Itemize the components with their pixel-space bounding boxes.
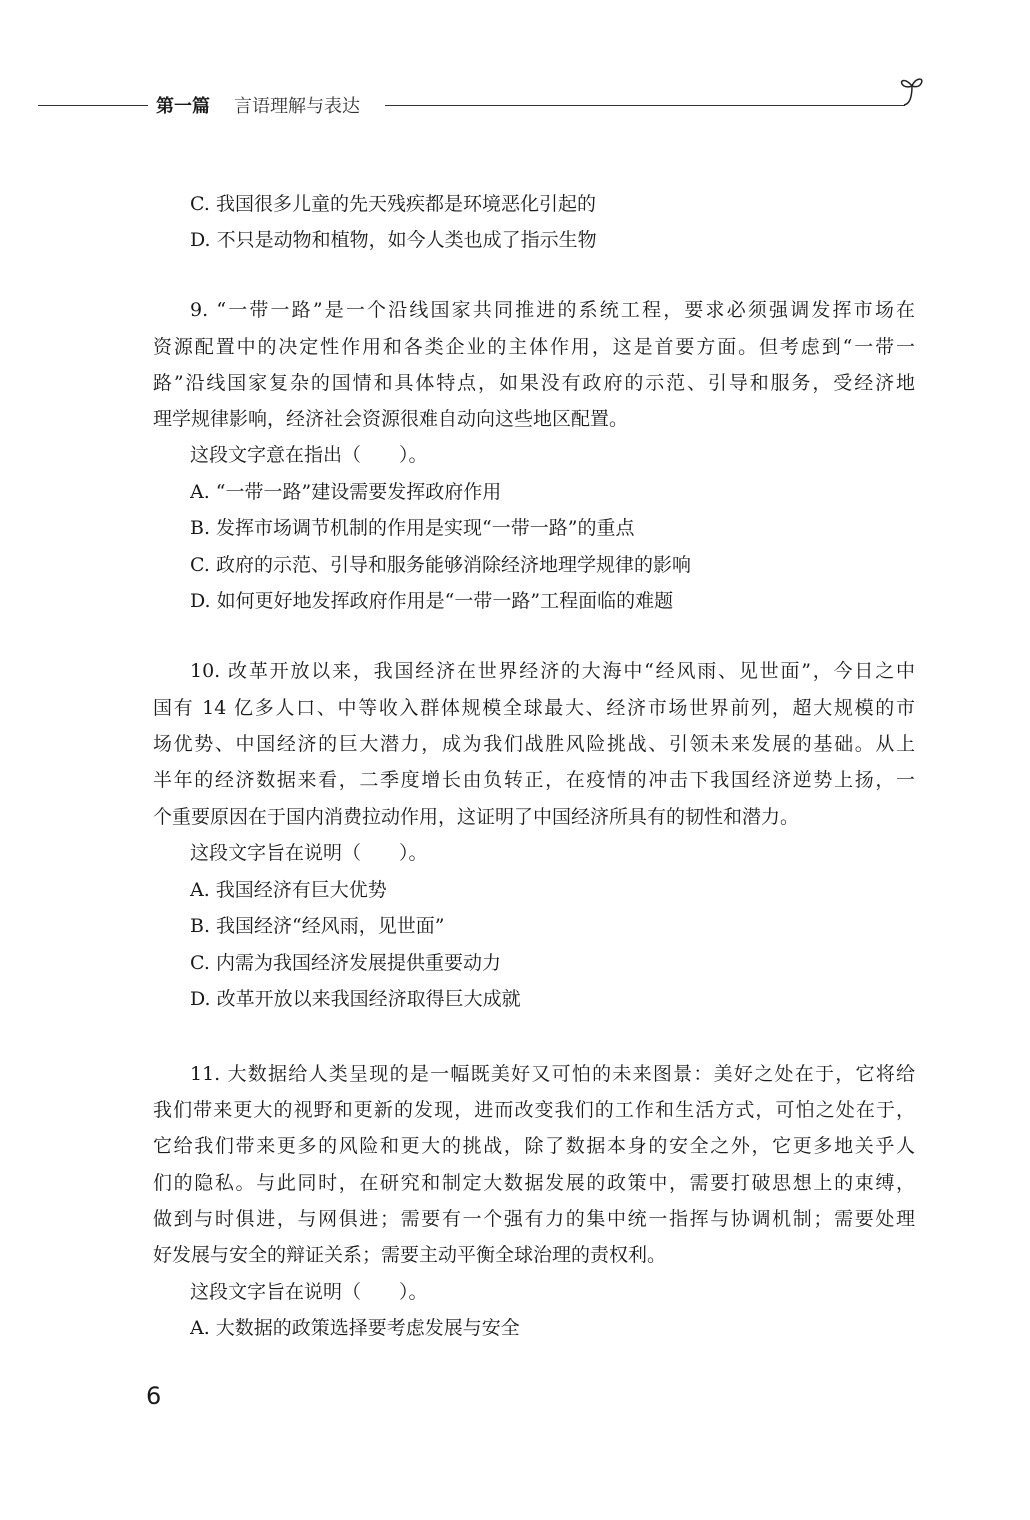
q11-prompt: 这段文字旨在说明（ ）。: [190, 1281, 428, 1303]
header-title: 言语理解与表达: [234, 96, 360, 117]
q11-line: 我们带来更大的视野和更新的发现，进而改变我们的工作和生活方式，可怕之处在于，: [153, 1099, 915, 1121]
q11-line: 们的隐私。与此同时，在研究和制定大数据发展的政策中，需要打破思想上的束缚，: [153, 1172, 915, 1194]
q10-line: 个重要原因在于国内消费拉动作用，这证明了中国经济所具有的韧性和潜力。: [153, 806, 800, 828]
sprout-icon: [890, 72, 930, 108]
q9-line: 9. “一带一路”是一个沿线国家共同推进的系统工程，要求必须强调发挥市场在: [190, 299, 915, 321]
q10-line: 国有 14 亿多人口、中等收入群体规模全球最大、经济市场世界前列，超大规模的市: [153, 697, 915, 719]
q10-line: 半年的经济数据来看，二季度增长由负转正，在疫情的冲击下我国经济逆势上扬，一: [153, 769, 915, 791]
q11-line: 11. 大数据给人类呈现的是一幅既美好又可怕的未来图景：美好之处在于，它将给: [190, 1063, 915, 1085]
header-rule-left: [38, 105, 148, 106]
q11-line: 好发展与安全的辩证关系；需要主动平衡全球治理的责权利。: [153, 1244, 667, 1266]
q9-prompt: 这段文字意在指出（ ）。: [190, 444, 428, 466]
q10-prompt: 这段文字旨在说明（ ）。: [190, 842, 428, 864]
q11-line: 它给我们带来更多的风险和更大的挑战，除了数据本身的安全之外，它更多地关乎人: [153, 1135, 915, 1157]
q9-line: 资源配置中的决定性作用和各类企业的主体作用，这是首要方面。但考虑到“一带一: [153, 336, 915, 358]
q10-option-b: B. 我国经济“经风雨，见世面”: [190, 915, 445, 937]
header-part: 第一篇: [156, 96, 210, 117]
q9-option-b: B. 发挥市场调节机制的作用是实现“一带一路”的重点: [190, 517, 635, 539]
q9-line: 理学规律影响，经济社会资源很难自动向这些地区配置。: [153, 408, 629, 430]
q11-option-a: A. 大数据的政策选择要考虑发展与安全: [190, 1317, 520, 1339]
option-d: D. 不只是动物和植物，如今人类也成了指示生物: [190, 229, 597, 251]
q9-option-d: D. 如何更好地发挥政府作用是“一带一路”工程面临的难题: [190, 590, 674, 612]
q9-option-c: C. 政府的示范、引导和服务能够消除经济地理学规律的影响: [190, 554, 691, 576]
q10-line: 10. 改革开放以来，我国经济在世界经济的大海中“经风雨、见世面”，今日之中: [190, 660, 915, 682]
q10-option-a: A. 我国经济有巨大优势: [190, 879, 387, 901]
q10-option-d: D. 改革开放以来我国经济取得巨大成就: [190, 988, 521, 1010]
q9-option-a: A. “一带一路”建设需要发挥政府作用: [190, 481, 502, 503]
option-c: C. 我国很多儿童的先天残疾都是环境恶化引起的: [190, 193, 596, 215]
q9-line: 路”沿线国家复杂的国情和具体特点，如果没有政府的示范、引导和服务，受经济地: [153, 372, 915, 394]
page-number: 6: [146, 1382, 162, 1410]
header-rule-right: [385, 105, 905, 106]
q10-line: 场优势、中国经济的巨大潜力，成为我们战胜风险挑战、引领未来发展的基础。从上: [153, 733, 915, 755]
q11-line: 做到与时俱进，与网俱进；需要有一个强有力的集中统一指挥与协调机制；需要处理: [153, 1208, 915, 1230]
q10-option-c: C. 内需为我国经济发展提供重要动力: [190, 952, 501, 974]
